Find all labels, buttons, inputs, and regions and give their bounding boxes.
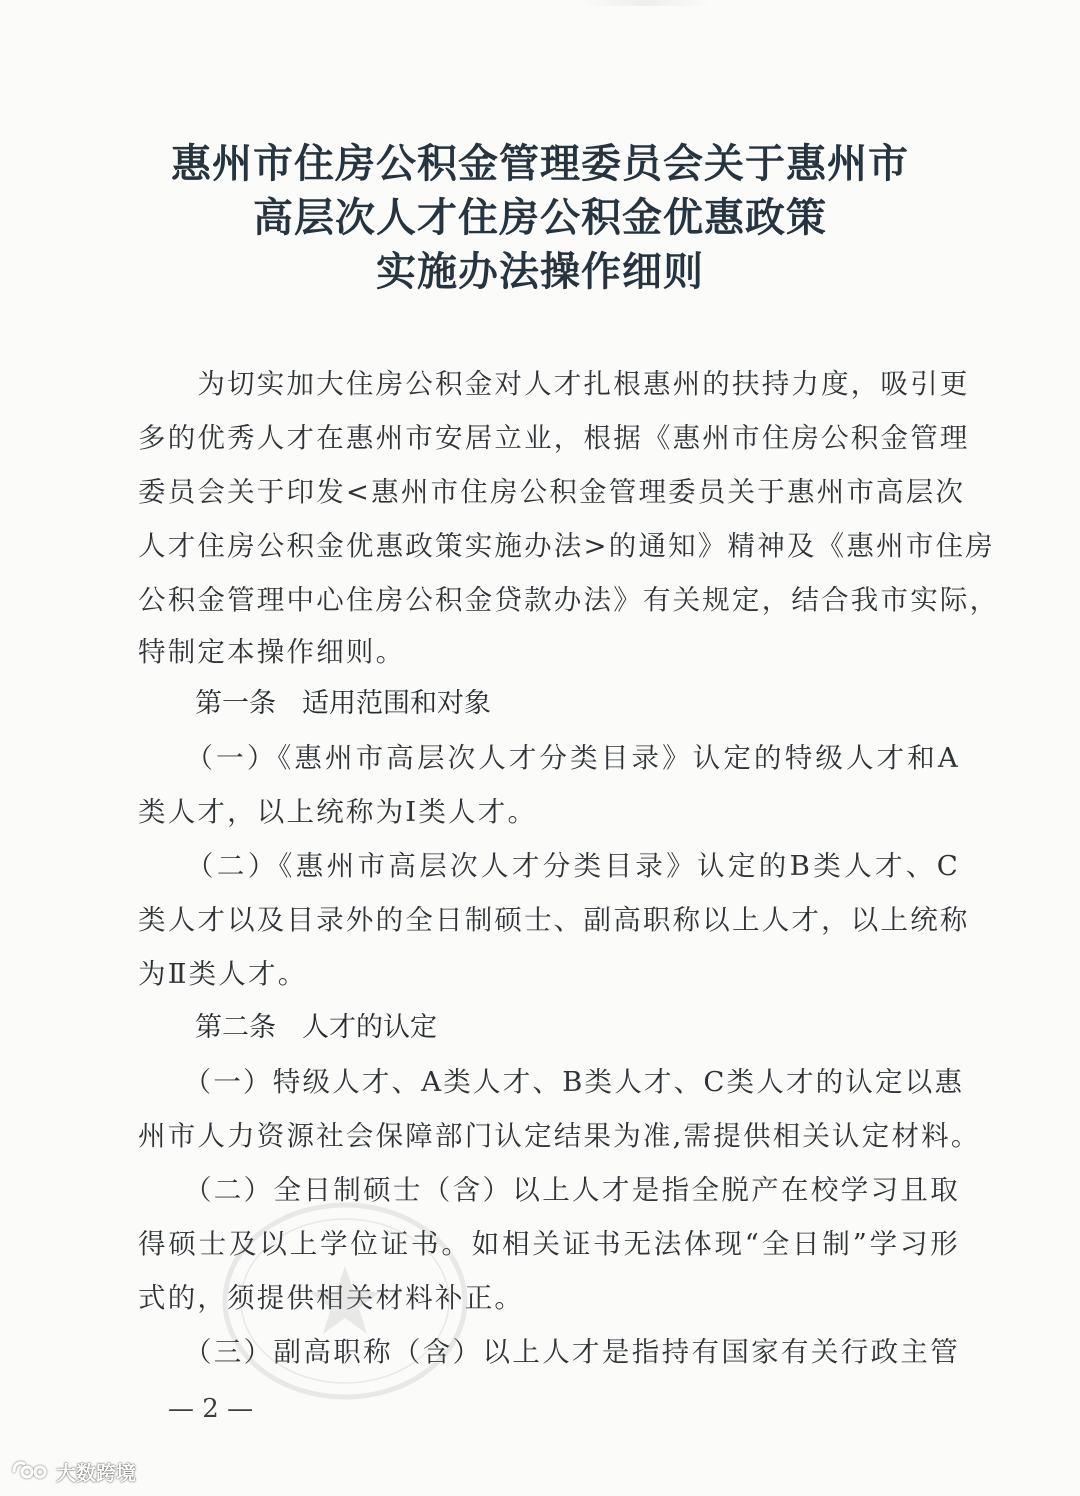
document-title-line-1: 惠州市住房公积金管理委员会关于惠州市	[171, 141, 909, 187]
intro-line-2: 多的优秀人才在惠州市安居立业，根据《惠州市住房公积金管理	[138, 422, 970, 454]
article-1-number: 第一条	[195, 688, 276, 719]
article-1-clause-2-line-3: 为Ⅱ类人才。	[138, 958, 308, 990]
intro-line-3: 委员会关于印发<惠州市住房公积金管理委员关于惠州市高层次	[138, 476, 966, 508]
article-2-heading	[195, 1010, 437, 1046]
watermark-text: 大数跨境	[56, 1460, 136, 1485]
article-1-clause-1-line-1: （一）《惠州市高层次人才分类目录》认定的特级人才和A	[138, 742, 960, 774]
article-1-clause-2-line-1: （二）《惠州市高层次人才分类目录》认定的B类人才、C	[138, 850, 960, 882]
article-2-clause-2-line-1: （二）全日制硕士（含）以上人才是指全脱产在校学习且取	[138, 1174, 960, 1206]
article-2-clause-2-line-3: 式的，须提供相关材料补正。	[138, 1282, 525, 1314]
page-number: — 2 —	[168, 1394, 254, 1424]
article-1-clause-2-line-2: 类人才以及目录外的全日制硕士、副高职称以上人才，以上统称	[138, 904, 970, 936]
article-2-clause-3-line-1: （三）副高职称（含）以上人才是指持有国家有关行政主管	[138, 1336, 960, 1368]
article-2-clause-2-line-2: 得硕士及以上学位证书。如相关证书无法体现“全日制”学习形	[138, 1228, 960, 1260]
intro-line-4: 人才住房公积金优惠政策实施办法>的通知》精神及《惠州市住房	[138, 530, 995, 562]
article-1-heading	[195, 686, 491, 722]
intro-line-6: 特制定本操作细则。	[138, 636, 406, 668]
intro-line-1: 为切实加大住房公积金对人才扎根惠州的扶持力度，吸引更	[138, 368, 970, 400]
dashuju-logo-icon	[10, 1458, 50, 1484]
document-title-line-2: 高层次人才住房公积金优惠政策	[253, 195, 827, 241]
intro-line-5: 公积金管理中心住房公积金贷款办法》有关规定，结合我市实际，	[138, 584, 1000, 616]
article-2-clause-1-line-2: 州市人力资源社会保障部门认定结果为准,需提供相关认定材料。	[138, 1120, 981, 1152]
article-2-clause-1-line-1: （一）特级人才、A类人才、B类人才、C类人才的认定以惠	[138, 1066, 965, 1098]
scan-artifact	[580, 0, 710, 6]
article-2-title: 人才的认定	[302, 1012, 437, 1043]
article-1-title: 适用范围和对象	[302, 688, 491, 719]
article-2-number: 第二条	[195, 1012, 276, 1043]
watermark	[10, 1456, 136, 1486]
article-1-clause-1-line-2: 类人才，以上统称为Ⅰ类人才。	[138, 796, 538, 828]
document-title-line-3: 实施办法操作细则	[376, 249, 704, 295]
